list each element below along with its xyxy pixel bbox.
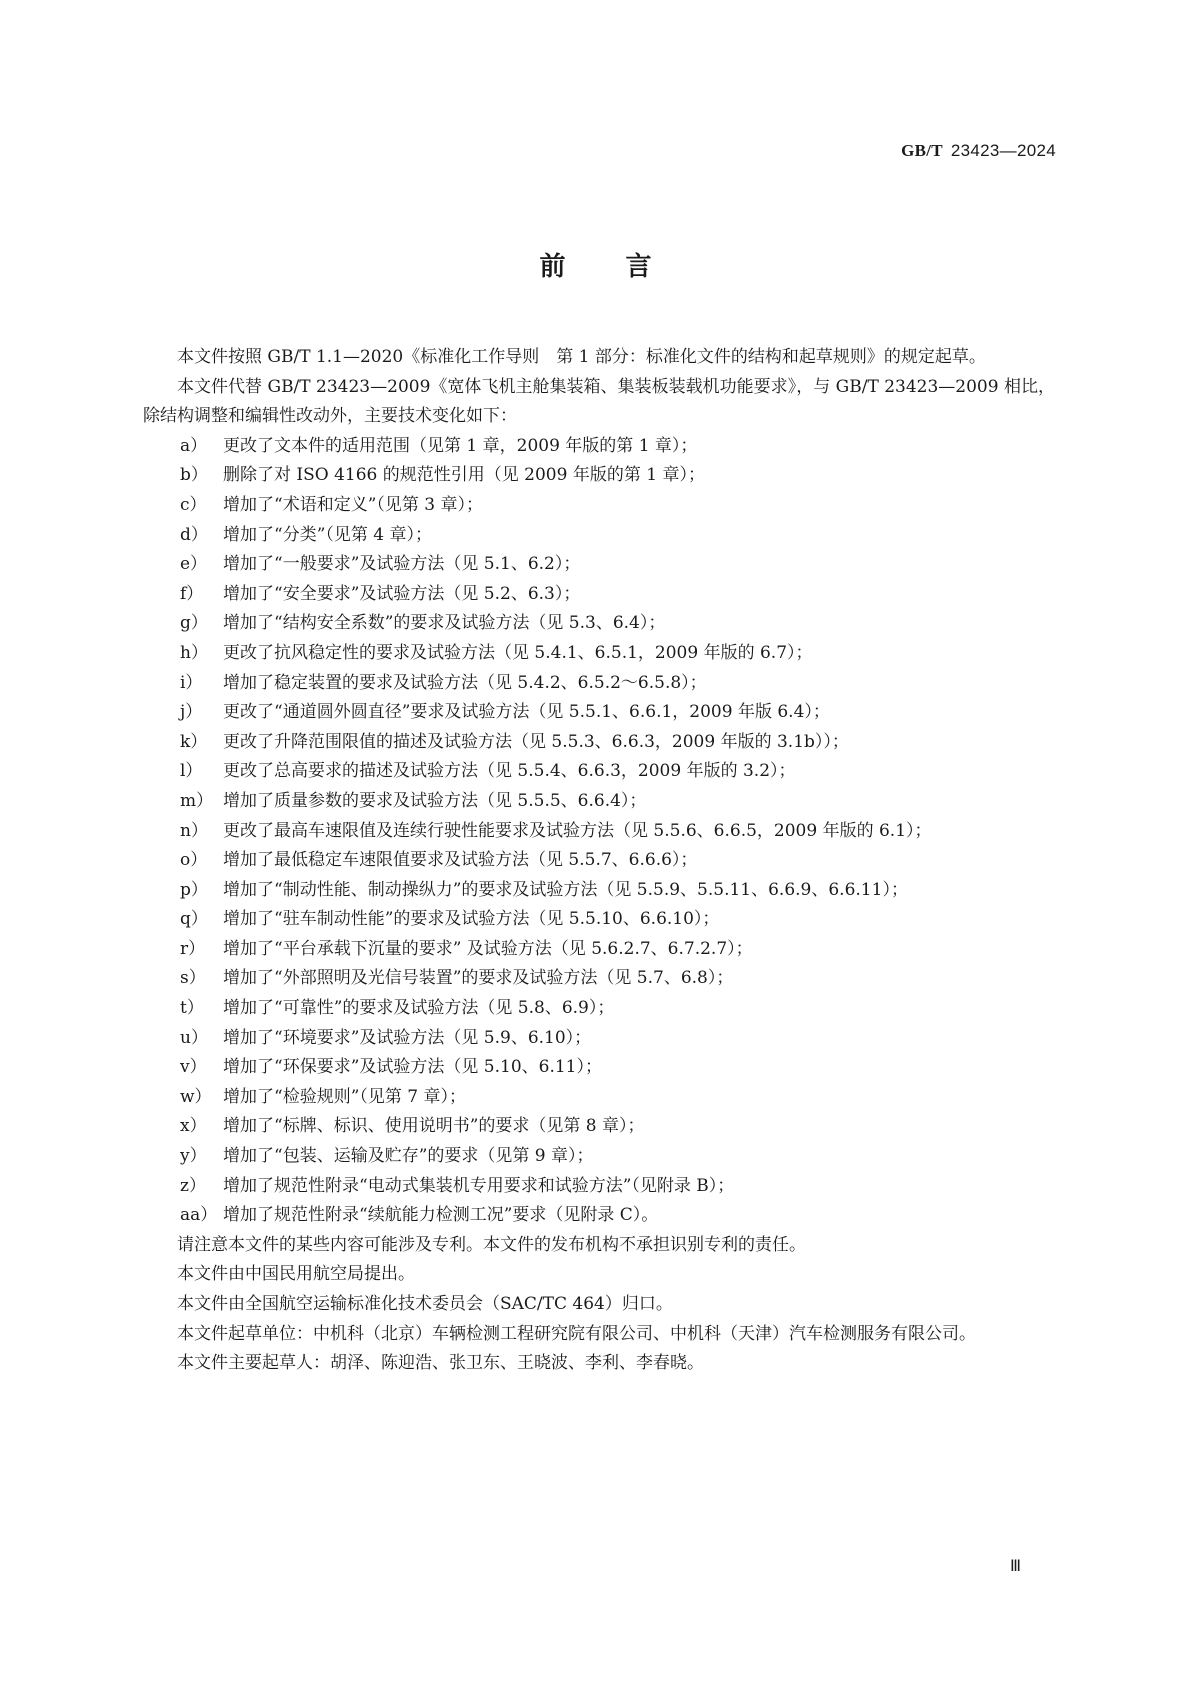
list-item-text: 增加了规范性附录“电动式集装机专用要求和试验方法”（见附录 B）；: [223, 1175, 735, 1196]
list-item-text: 增加了“结构安全系数”的要求及试验方法（见 5.3、6.4）；: [223, 613, 666, 634]
list-item-text: 增加了“一般要求”及试验方法（见 5.1、6.2）；: [223, 554, 581, 575]
list-item: [143, 521, 1055, 551]
list-item: [143, 817, 1055, 847]
list-item: [143, 994, 1055, 1024]
list-item-mark: u）: [180, 1027, 208, 1048]
list-item-text: 增加了“环保要求”及试验方法（见 5.10、6.11）；: [223, 1057, 602, 1078]
list-item-text: 增加了稳定装置的要求及试验方法（见 5.4.2、6.5.2～6.5.8）；: [223, 672, 707, 693]
list-item-text: 增加了规范性附录“续航能力检测工况”要求（见附录 C）。: [223, 1205, 659, 1226]
list-item-mark: l）: [180, 761, 203, 782]
list-item-text: 增加了最低稳定车速限值要求及试验方法（见 5.5.7、6.6.6）；: [223, 850, 698, 871]
list-item: [143, 846, 1055, 876]
list-item-text: 删除了对 ISO 4166 的规范性引用（见 2009 年版的第 1 章）；: [223, 465, 705, 486]
list-item-text: 更改了最高车速限值及连续行驶性能要求及试验方法（见 5.5.6、6.6.5，2009 年版的 6.1）；: [223, 820, 932, 841]
list-item-mark: c）: [180, 494, 207, 515]
list-item-mark: a）: [180, 435, 208, 456]
list-item: [143, 905, 1055, 935]
list-item: [143, 432, 1055, 462]
closing-paragraph: 本文件主要起草人：胡泽、陈迎浩、张卫东、王晓波、李利、李春晓。: [177, 1353, 704, 1374]
standard-code: [901, 141, 1056, 161]
list-item: [143, 787, 1055, 817]
list-item-mark: aa）: [180, 1205, 218, 1226]
list-item-mark: y）: [180, 1146, 207, 1167]
intro-paragraph: 本文件代替 GB/T 23423—2009《宽体飞机主舱集装箱、集装板装载机功能要求》，与 GB/T 23423—2009 相比，除结构调整和编辑性改动外，主要技术变化如下：: [143, 376, 1055, 427]
list-item-mark: x）: [180, 1116, 207, 1137]
list-item: [143, 609, 1055, 639]
closing-paragraph: 本文件起草单位：中机科（北京）车辆检测工程研究院有限公司、中机科（天津）汽车检测服务有限公司。: [177, 1323, 976, 1344]
list-item: [143, 728, 1055, 758]
list-item-text: 增加了“外部照明及光信号装置”的要求及试验方法（见 5.7、6.8）；: [223, 968, 734, 989]
list-item-mark: p）: [180, 879, 208, 900]
list-item-text: 增加了“制动性能、制动操纵力”的要求及试验方法（见 5.5.9、5.5.11、6.6.9、6.6.11）；: [223, 879, 908, 900]
list-item-mark: g）: [180, 613, 208, 634]
list-item: [143, 669, 1055, 699]
list-item-mark: f）: [180, 583, 204, 604]
list-item-text: 增加了“术语和定义”（见第 3 章）；: [223, 494, 484, 515]
list-item-text: 更改了文本件的适用范围（见第 1 章，2009 年版的第 1 章）；: [223, 435, 698, 456]
list-item: [143, 550, 1055, 580]
list-item: [143, 757, 1055, 787]
list-item-text: 增加了“驻车制动性能”的要求及试验方法（见 5.5.10、6.6.10）；: [223, 909, 720, 930]
list-item-mark: k）: [180, 731, 208, 752]
list-item-text: 增加了“平台承载下沉量的要求” 及试验方法（见 5.6.2.7、6.7.2.7）；: [223, 938, 753, 959]
list-item-mark: t）: [180, 998, 204, 1019]
list-item: [143, 935, 1055, 965]
closing-paragraph: 本文件由全国航空运输标准化技术委员会（SAC/TC 464）归口。: [177, 1294, 673, 1314]
list-item: [143, 1201, 1055, 1231]
list-item: [143, 639, 1055, 669]
list-item-text: 增加了“标牌、标识、使用说明书”的要求（见第 8 章）；: [223, 1116, 645, 1137]
list-item-mark: m）: [180, 790, 214, 811]
list-item-mark: v）: [180, 1057, 207, 1078]
list-item-mark: d）: [180, 524, 208, 545]
standard-code-number: 23423—2024: [950, 141, 1056, 160]
list-item-text: 增加了“包装、运输及贮存”的要求（见第 9 章）；: [223, 1146, 594, 1167]
list-item-mark: b）: [180, 465, 208, 486]
list-item: [143, 1172, 1055, 1202]
list-item: [143, 1112, 1055, 1142]
list-item: [143, 491, 1055, 521]
intro-paragraph: 本文件按照 GB/T 1.1—2020《标准化工作导则 第 1 部分：标准化文件的结构和起草规则》的规定起草。: [177, 347, 986, 367]
list-item-text: 增加了“安全要求”及试验方法（见 5.2、6.3）；: [223, 583, 581, 604]
standard-code-prefix: GB/T: [901, 141, 943, 160]
list-item-text: 更改了总高要求的描述及试验方法（见 5.5.4、6.6.3，2009 年版的 3.2）；: [223, 761, 796, 782]
page-title: 前言: [539, 252, 712, 282]
closing-paragraph: 本文件由中国民用航空局提出。: [177, 1264, 415, 1285]
list-item: [143, 1053, 1055, 1083]
list-item: [143, 964, 1055, 994]
list-item-text: 增加了“检验规则”（见第 7 章）；: [223, 1086, 467, 1107]
list-item-mark: r）: [180, 938, 206, 959]
list-item-mark: s）: [180, 968, 206, 989]
list-item-text: 增加了“分类”（见第 4 章）；: [223, 524, 433, 545]
page-number: Ⅲ: [1009, 1558, 1021, 1575]
list-item-text: 更改了“通道圆外圆直径”要求及试验方法（见 5.5.1、6.6.1，2009 年版 6.4）；: [223, 702, 830, 723]
list-item-mark: h）: [180, 642, 208, 663]
list-item-mark: n）: [180, 820, 208, 841]
list-item-mark: z）: [180, 1175, 206, 1196]
closing-paragraph: 请注意本文件的某些内容可能涉及专利。本文件的发布机构不承担识别专利的责任。: [177, 1234, 806, 1255]
list-item-text: 增加了“环境要求”及试验方法（见 5.9、6.10）；: [223, 1027, 592, 1048]
list-item-mark: o）: [180, 850, 208, 871]
list-item-mark: w）: [180, 1086, 212, 1107]
list-item-text: 更改了升降范围限值的描述及试验方法（见 5.5.3、6.6.3，2009 年版的 3.1b））；: [223, 731, 849, 752]
changes-list: [143, 432, 1055, 1231]
list-item: [143, 1142, 1055, 1172]
list-item: [143, 876, 1055, 906]
list-item-mark: e）: [180, 554, 208, 575]
list-item-text: 更改了抗风稳定性的要求及试验方法（见 5.4.1、6.5.1，2009 年版的 6.7）；: [223, 642, 813, 663]
list-item: [143, 461, 1055, 491]
list-item-mark: q）: [180, 909, 208, 930]
list-item-text: 增加了“可靠性”的要求及试验方法（见 5.8、6.9）；: [223, 998, 615, 1019]
list-item-text: 增加了质量参数的要求及试验方法（见 5.5.5、6.6.4）；: [223, 790, 647, 811]
list-item: [143, 1083, 1055, 1113]
list-item-mark: i）: [180, 672, 203, 693]
list-item: [143, 580, 1055, 610]
foreword-body: [143, 343, 1055, 1379]
list-item: [143, 698, 1055, 728]
list-item-mark: j）: [180, 702, 203, 723]
list-item: [143, 1024, 1055, 1054]
